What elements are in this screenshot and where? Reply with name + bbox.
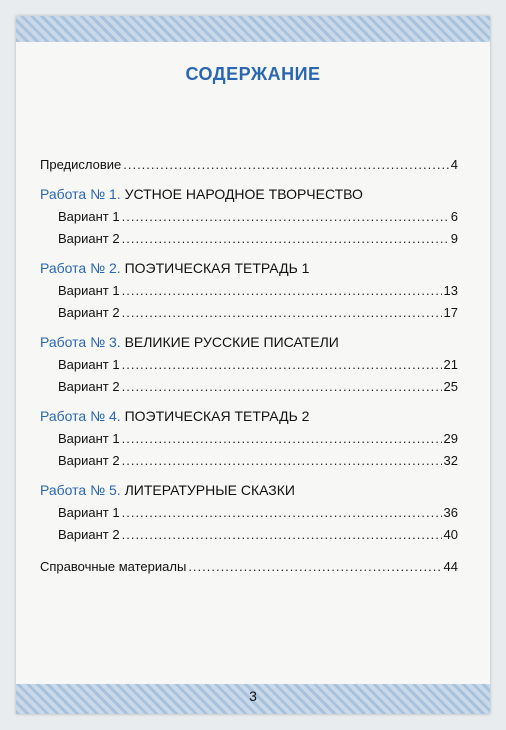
toc-entry-page: 44 [443,559,458,574]
section-title: ЛИТЕРАТУРНЫЕ СКАЗКИ [124,482,295,498]
page-number: 3 [249,688,257,704]
toc-entry-page: 32 [443,453,458,468]
toc-entry-page: 36 [443,505,458,520]
toc-section-3 [40,330,458,354]
table-of-contents [40,154,458,578]
toc-entry-page: 29 [443,431,458,446]
dot-leader [122,502,442,524]
toc-entry-page: 4 [450,157,458,172]
toc-entry-page: 9 [450,231,458,246]
dot-leader [123,154,449,176]
toc-entry-label: Вариант 2 [58,305,120,320]
toc-entry-label: Вариант 2 [58,231,120,246]
toc-section-1 [40,182,458,206]
dot-leader [122,450,442,472]
toc-entry [40,450,458,472]
dot-leader [188,556,441,578]
toc-entry [40,354,458,376]
dot-leader [122,228,449,250]
section-number: Работа № 5. [40,482,121,498]
toc-entry-page: 17 [443,305,458,320]
toc-entry-label: Вариант 1 [58,505,120,520]
dot-leader [122,428,442,450]
book-page [16,16,490,714]
section-number: Работа № 4. [40,408,121,424]
section-title: ВЕЛИКИЕ РУССКИЕ ПИСАТЕЛИ [124,334,339,350]
section-number: Работа № 2. [40,260,121,276]
toc-entry-label: Предисловие [40,157,122,172]
toc-entry-page: 25 [443,379,458,394]
dot-leader [122,280,442,302]
toc-section-4 [40,404,458,428]
dot-leader [122,524,442,546]
section-number: Работа № 1. [40,186,121,202]
toc-entry [40,302,458,324]
toc-entry-page: 6 [450,209,458,224]
toc-entry [40,502,458,524]
dot-leader [122,354,442,376]
toc-entry [40,228,458,250]
toc-entry [40,524,458,546]
toc-entry-label: Справочные материалы [40,559,187,574]
toc-entry-label: Вариант 1 [58,357,120,372]
top-ornament-band [16,16,490,42]
dot-leader [122,206,449,228]
toc-entry-label: Вариант 2 [58,453,120,468]
toc-entry-label: Вариант 1 [58,209,120,224]
toc-entry-preface [40,154,458,176]
toc-entry-label: Вариант 2 [58,527,120,542]
spacer [40,546,458,556]
dot-leader [122,376,442,398]
toc-entry [40,206,458,228]
toc-entry-page: 21 [443,357,458,372]
dot-leader [122,302,442,324]
toc-entry [40,428,458,450]
toc-entry-label: Вариант 1 [58,283,120,298]
toc-entry [40,280,458,302]
toc-entry-label: Вариант 2 [58,379,120,394]
toc-entry-page: 13 [443,283,458,298]
toc-entry-reference [40,556,458,578]
toc-section-2 [40,256,458,280]
toc-entry [40,376,458,398]
section-title: ПОЭТИЧЕСКАЯ ТЕТРАДЬ 2 [124,408,310,424]
section-title: УСТНОЕ НАРОДНОЕ ТВОРЧЕСТВО [124,186,363,202]
section-title: ПОЭТИЧЕСКАЯ ТЕТРАДЬ 1 [124,260,310,276]
toc-section-5 [40,478,458,502]
toc-entry-label: Вариант 1 [58,431,120,446]
section-number: Работа № 3. [40,334,121,350]
page-title: СОДЕРЖАНИЕ [185,64,321,84]
toc-entry-page: 40 [443,527,458,542]
